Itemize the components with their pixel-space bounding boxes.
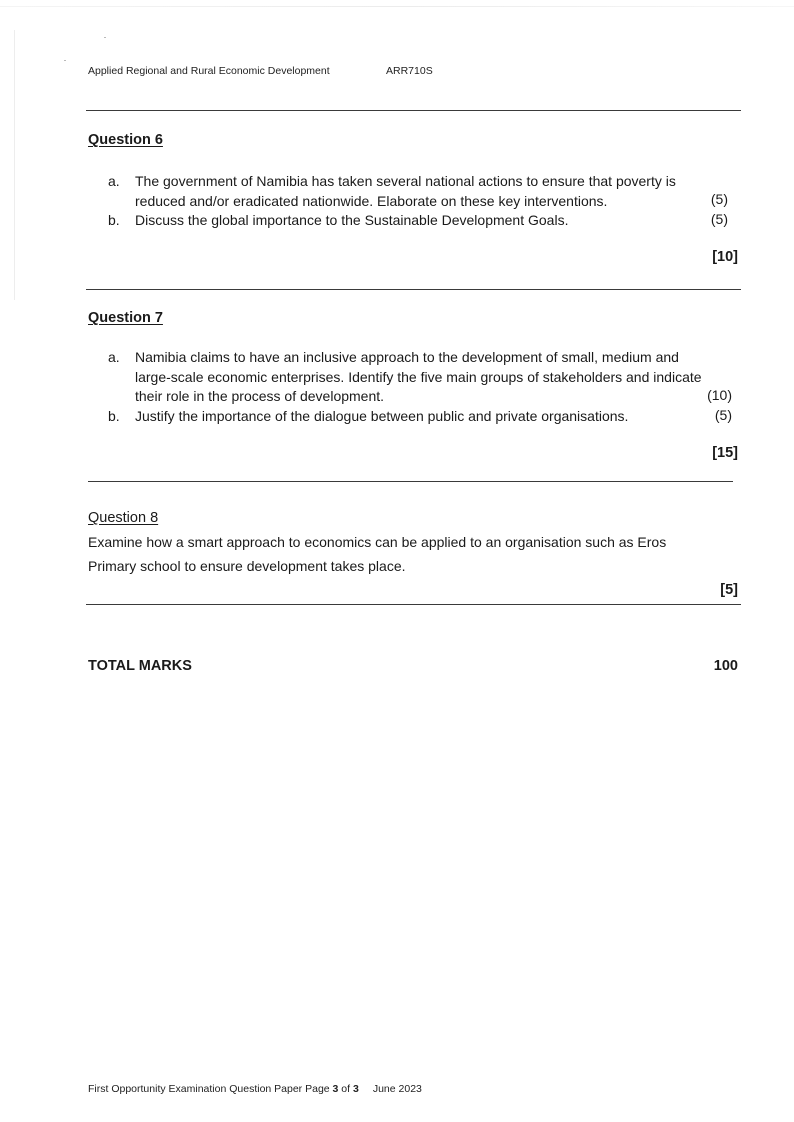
- question-7-part-a: [108, 348, 733, 408]
- footer-of: of: [338, 1083, 353, 1095]
- part-text: Justify the importance of the dialogue between public and private organisations.: [135, 408, 629, 424]
- scan-edge-left: [14, 30, 15, 300]
- question-6-a-marks: (5): [710, 191, 728, 207]
- question-8-title: Question 8: [88, 510, 159, 526]
- course-code: ARR710S: [386, 65, 433, 77]
- part-text: [135, 172, 705, 211]
- question-7-b-marks: (5): [714, 407, 732, 423]
- part-label: b.: [108, 212, 120, 228]
- divider: [88, 481, 733, 482]
- footer-page-count: 3: [352, 1083, 359, 1095]
- part-label: a.: [108, 173, 120, 189]
- question-7-total: [15]: [712, 445, 738, 461]
- divider: [86, 110, 741, 111]
- total-marks-value: 100: [713, 658, 738, 674]
- question-8-total: [5]: [720, 582, 738, 598]
- question-8-text-line: Primary school to ensure development takes place.: [88, 558, 406, 574]
- question-6-title: Question 6: [88, 132, 163, 148]
- part-label: b.: [108, 408, 120, 424]
- total-marks-label: TOTAL MARKS: [88, 658, 192, 674]
- divider: [86, 604, 741, 605]
- question-6-b-marks: (5): [710, 211, 728, 227]
- page-footer: [88, 1083, 422, 1095]
- footer-prefix: First Opportunity Examination Question Paper Page: [88, 1083, 333, 1095]
- scan-speck: [64, 60, 66, 61]
- footer-date: June 2023: [372, 1083, 422, 1095]
- course-title: Applied Regional and Rural Economic Development: [88, 65, 330, 77]
- question-8-text: [88, 530, 738, 578]
- part-text-line: their role in the process of development.: [135, 388, 385, 404]
- question-6-part-b: [108, 211, 733, 231]
- part-text-line: reduced and/or eradicated nationwide. Elaborate on these key interventions.: [135, 192, 608, 209]
- part-text: [135, 348, 745, 407]
- question-6-part-a: [108, 172, 733, 212]
- footer-page-number: 3: [332, 1083, 339, 1095]
- question-7-part-b: [108, 407, 733, 427]
- divider: [86, 289, 741, 290]
- part-text-line: The government of Namibia has taken several national actions to ensure that poverty is: [135, 173, 676, 189]
- scan-speck: [104, 37, 106, 38]
- part-label: a.: [108, 349, 120, 365]
- question-7-a-marks: (10): [707, 387, 732, 403]
- question-7-title: Question 7: [88, 310, 163, 326]
- part-text-line: Namibia claims to have an inclusive approach to the development of small, medium and: [135, 349, 679, 365]
- part-text-line: large-scale economic enterprises. Identify the five main groups of stakeholders and indicate: [135, 368, 702, 385]
- part-text: Discuss the global importance to the Sustainable Development Goals.: [135, 212, 569, 228]
- scan-edge-top: [0, 6, 794, 7]
- question-6-total: [10]: [712, 249, 738, 265]
- question-8-text-line: Examine how a smart approach to economics can be applied to an organisation such as Eros: [88, 534, 667, 550]
